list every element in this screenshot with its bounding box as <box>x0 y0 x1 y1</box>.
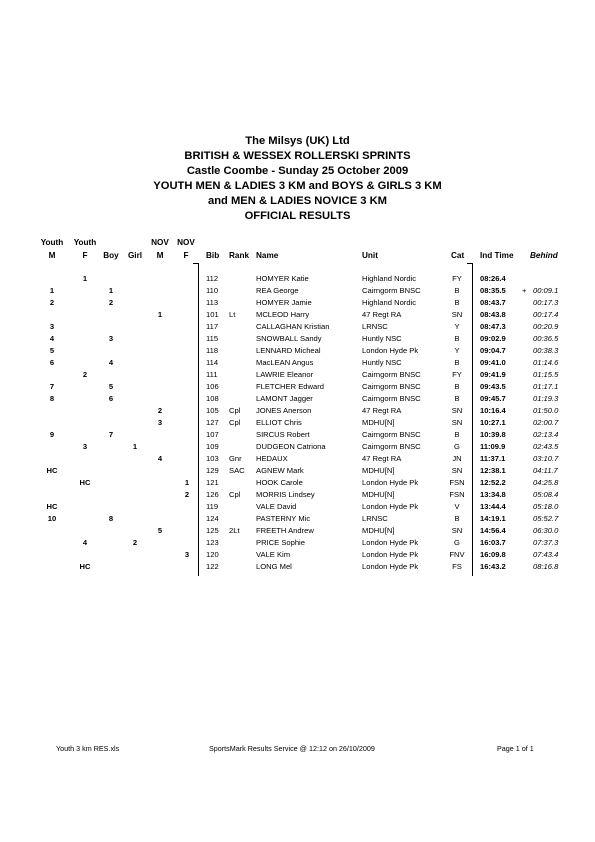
cell-unit: Huntly NSC <box>362 334 402 343</box>
cell-unit: Cairngorm BNSC <box>362 382 421 391</box>
cell-yf: HC <box>79 562 91 571</box>
cell-cat: FSN <box>449 478 465 487</box>
cell-behind: 01:50.0 <box>533 406 559 415</box>
cell-ym: 1 <box>49 286 55 295</box>
cell-cat: SN <box>451 466 463 475</box>
cell-bib: 125 <box>206 526 219 535</box>
cell-unit: 47 Regt RA <box>362 310 402 319</box>
cell-rank: Cpl <box>229 418 241 427</box>
cell-yf: 3 <box>82 442 88 451</box>
cell-unit: Cairngorm BNSC <box>362 394 421 403</box>
cell-boy: 8 <box>108 514 114 523</box>
cell-bib: 115 <box>206 334 219 343</box>
cell-bib: 129 <box>206 466 219 475</box>
cell-cat: JN <box>452 454 462 463</box>
cell-time: 10:39.8 <box>480 430 506 439</box>
cell-nf: 2 <box>184 490 190 499</box>
cell-unit: London Hyde Pk <box>362 502 419 511</box>
table-row <box>0 309 595 321</box>
cell-unit: MDHU[N] <box>362 418 395 427</box>
header-nov-f-top: NOV <box>177 238 195 247</box>
cell-cat: B <box>454 514 460 523</box>
cell-unit: 47 Regt RA <box>362 454 402 463</box>
cell-time: 09:04.7 <box>480 346 506 355</box>
cell-ym: 10 <box>47 514 57 523</box>
cell-unit: London Hyde Pk <box>362 346 419 355</box>
cell-cat: FY <box>452 370 462 379</box>
cell-bib: 110 <box>206 286 219 295</box>
header-rank: Rank <box>229 251 250 260</box>
cell-nf: 1 <box>184 478 190 487</box>
cell-name: MacLEAN Angus <box>256 358 314 367</box>
cell-girl: 2 <box>132 538 138 547</box>
cell-cat: FS <box>452 562 462 571</box>
cell-ym: 2 <box>49 298 55 307</box>
cell-time: 11:37.1 <box>480 454 506 463</box>
cell-bib: 119 <box>206 502 219 511</box>
cell-time: 09:45.7 <box>480 394 506 403</box>
cell-bib: 127 <box>206 418 219 427</box>
cell-bib: 114 <box>206 358 219 367</box>
cell-behind: 03:10.7 <box>533 454 559 463</box>
cell-time: 13:44.4 <box>480 502 506 511</box>
cell-bib: 112 <box>206 274 219 283</box>
header-boy: Boy <box>103 251 119 260</box>
cell-cat: SN <box>451 406 463 415</box>
header-nov-m-top: NOV <box>151 238 169 247</box>
cell-name: MORRIS Lindsey <box>256 490 315 499</box>
cell-bib: 107 <box>206 430 219 439</box>
cell-behind: 05:18.0 <box>533 502 559 511</box>
cell-cat: B <box>454 430 460 439</box>
cell-bib: 106 <box>206 382 219 391</box>
cell-name: CALLAGHAN Kristian <box>256 322 330 331</box>
header-behind: Behind <box>530 251 558 260</box>
cell-name: AGNEW Mark <box>256 466 304 475</box>
cell-yf: 2 <box>82 370 88 379</box>
table-row <box>0 417 595 429</box>
cell-name: HOOK Carole <box>256 478 303 487</box>
title-line: BRITISH & WESSEX ROLLERSKI SPRINTS <box>184 150 411 162</box>
cell-bib: 126 <box>206 490 219 499</box>
cell-time: 16:03.7 <box>480 538 506 547</box>
cell-unit: London Hyde Pk <box>362 478 419 487</box>
cell-behind: 08:16.8 <box>533 562 559 571</box>
table-row <box>0 285 595 297</box>
cell-name: VALE Kim <box>256 550 291 559</box>
cell-ym: 7 <box>49 382 55 391</box>
cell-unit: London Hyde Pk <box>362 538 419 547</box>
cell-behind: 00:09.1 <box>533 286 559 295</box>
cell-name: SIRCUS Robert <box>256 430 310 439</box>
title-line: and MEN & LADIES NOVICE 3 KM <box>207 195 388 207</box>
header-youth-m-bottom: M <box>48 251 56 260</box>
cell-name: LONG Mel <box>256 562 292 571</box>
cell-behind: 00:17.3 <box>533 298 559 307</box>
cell-behind: 02:13.4 <box>533 430 559 439</box>
cell-unit: MDHU[N] <box>362 466 395 475</box>
cell-time: 09:41.0 <box>480 358 506 367</box>
cell-bib: 123 <box>206 538 219 547</box>
cell-name: JONES Anerson <box>256 406 312 415</box>
cell-boy: 7 <box>108 430 114 439</box>
table-row <box>0 537 595 549</box>
cell-cat: SN <box>451 526 463 535</box>
cell-cat: V <box>454 502 460 511</box>
title-line: OFFICIAL RESULTS <box>244 210 351 222</box>
cell-time: 16:09.8 <box>480 550 506 559</box>
cell-ym: 3 <box>49 322 55 331</box>
cell-nm: 5 <box>157 526 163 535</box>
cell-unit: MDHU[N] <box>362 490 395 499</box>
cell-time: 12:38.1 <box>480 466 506 475</box>
cell-name: VALE David <box>256 502 297 511</box>
header-girl: Girl <box>127 251 143 260</box>
cell-time: 16:43.2 <box>480 562 506 571</box>
cell-cat: G <box>454 538 460 547</box>
cell-name: FREETH Andrew <box>256 526 314 535</box>
cell-behind: 01:14.6 <box>533 358 559 367</box>
cell-cat: G <box>454 442 460 451</box>
cell-unit: Cairngorm BNSC <box>362 370 421 379</box>
header-bib: Bib <box>206 251 220 260</box>
cell-rank: Cpl <box>229 490 241 499</box>
cell-bib: 124 <box>206 514 219 523</box>
cell-boy: 5 <box>108 382 114 391</box>
cell-boy: 1 <box>108 286 114 295</box>
cell-unit: Huntly NSC <box>362 358 402 367</box>
cell-rank: 2Lt <box>229 526 240 535</box>
cell-name: DUDGEON Catriona <box>256 442 326 451</box>
cell-behind: 00:36.5 <box>533 334 559 343</box>
cell-nm: 2 <box>157 406 163 415</box>
header-youth-f-top: Youth <box>73 238 97 247</box>
cell-unit: Highland Nordic <box>362 274 417 283</box>
cell-name: PRICE Sophie <box>256 538 305 547</box>
cell-yf: 1 <box>82 274 88 283</box>
cell-cat: FY <box>452 274 462 283</box>
cell-nm: 4 <box>157 454 163 463</box>
table-row <box>0 273 595 285</box>
cell-ym: 8 <box>49 394 55 403</box>
footer-service: SportsMark Results Service @ 12:12 on 26/10/2009 <box>209 744 375 753</box>
cell-time: 14:56.4 <box>480 526 506 535</box>
table-row <box>0 357 595 369</box>
cell-cat: B <box>454 394 460 403</box>
table-row <box>0 561 595 573</box>
cell-time: 09:43.5 <box>480 382 506 391</box>
cell-nf: 3 <box>184 550 190 559</box>
cell-behind: 00:38.3 <box>533 346 559 355</box>
cell-cat: SN <box>451 418 463 427</box>
cell-ym: 9 <box>49 430 55 439</box>
header-nov-m-bottom: M <box>156 251 164 260</box>
cell-cat: SN <box>451 310 463 319</box>
cell-unit: MDHU[N] <box>362 526 395 535</box>
cell-bib: 118 <box>206 346 219 355</box>
cell-time: 13:34.8 <box>480 490 506 499</box>
cell-behind: 07:37.3 <box>533 538 559 547</box>
cell-time: 14:19.1 <box>480 514 506 523</box>
cell-bib: 108 <box>206 394 219 403</box>
results-table <box>0 273 595 573</box>
table-row <box>0 501 595 513</box>
cell-name: LENNARD Micheal <box>256 346 321 355</box>
cell-behind: 04:11.7 <box>533 466 558 475</box>
header-cat: Cat <box>451 251 465 260</box>
cell-time: 08:47.3 <box>480 322 506 331</box>
header-name: Name <box>256 251 279 260</box>
cell-ym: HC <box>46 502 58 511</box>
cell-behind: 01:15.5 <box>533 370 559 379</box>
cell-bib: 122 <box>206 562 219 571</box>
cell-behind: 05:52.7 <box>533 514 559 523</box>
cell-bib: 101 <box>206 310 219 319</box>
cell-rank: Gnr <box>229 454 242 463</box>
cell-ym: HC <box>46 466 58 475</box>
cell-ym: 6 <box>49 358 55 367</box>
cell-time: 10:27.1 <box>480 418 506 427</box>
cell-behind: 00:20.9 <box>533 322 559 331</box>
cell-name: PASTERNY Mic <box>256 514 311 523</box>
cell-behind: 02:43.5 <box>533 442 559 451</box>
footer-page: Page 1 of 1 <box>497 744 534 753</box>
cell-boy: 6 <box>108 394 114 403</box>
cell-name: HEDAUX <box>256 454 288 463</box>
cell-behind: 04:25.8 <box>533 478 559 487</box>
table-row <box>0 489 595 501</box>
cell-bib: 109 <box>206 442 219 451</box>
cell-bib: 121 <box>206 478 219 487</box>
cell-ym: 4 <box>49 334 55 343</box>
cell-cat: B <box>454 298 460 307</box>
cell-name: FLETCHER Edward <box>256 382 324 391</box>
column-rule-cap <box>193 263 199 264</box>
title-line: Castle Coombe - Sunday 25 October 2009 <box>186 165 409 177</box>
table-row <box>0 513 595 525</box>
table-row <box>0 441 595 453</box>
column-rule-cap <box>467 263 473 264</box>
cell-bib: 120 <box>206 550 219 559</box>
header-ind-time: Ind Time <box>480 251 514 260</box>
table-row <box>0 297 595 309</box>
cell-unit: Cairngorm BNSC <box>362 430 421 439</box>
cell-yf: 4 <box>82 538 88 547</box>
table-row <box>0 369 595 381</box>
cell-name: MCLEOD Harry <box>256 310 310 319</box>
cell-unit: Cairngorm BNSC <box>362 442 421 451</box>
cell-rank: Cpl <box>229 406 241 415</box>
cell-behind: 02:00.7 <box>533 418 559 427</box>
cell-behind: 01:19.3 <box>533 394 559 403</box>
header-nov-f-bottom: F <box>183 251 189 260</box>
cell-behind: 00:17.4 <box>533 310 559 319</box>
cell-ym: 5 <box>49 346 55 355</box>
cell-bib: 105 <box>206 406 219 415</box>
cell-time: 09:02.9 <box>480 334 506 343</box>
cell-bib: 113 <box>206 298 219 307</box>
cell-unit: London Hyde Pk <box>362 550 419 559</box>
cell-bib: 103 <box>206 454 219 463</box>
title-line: YOUTH MEN & LADIES 3 KM and BOYS & GIRLS 3 KM <box>153 180 442 192</box>
cell-bib: 111 <box>206 370 218 379</box>
header-youth-f-bottom: F <box>82 251 88 260</box>
cell-name: SNOWBALL Sandy <box>256 334 322 343</box>
cell-cat: B <box>454 286 460 295</box>
table-row <box>0 345 595 357</box>
table-row <box>0 525 595 537</box>
cell-boy: 4 <box>108 358 114 367</box>
cell-cat: B <box>454 334 460 343</box>
cell-rank: Lt <box>229 310 236 319</box>
title-block <box>0 134 595 224</box>
table-row <box>0 465 595 477</box>
cell-name: REA George <box>256 286 299 295</box>
table-row <box>0 333 595 345</box>
cell-cat: B <box>454 358 460 367</box>
cell-time: 08:43.8 <box>480 310 506 319</box>
cell-behind: 05:08.4 <box>533 490 559 499</box>
cell-yf: HC <box>79 478 91 487</box>
cell-cat: B <box>454 382 460 391</box>
cell-girl: 1 <box>132 442 138 451</box>
cell-unit: LRNSC <box>362 322 388 331</box>
table-row <box>0 381 595 393</box>
table-row <box>0 321 595 333</box>
cell-bib: 117 <box>206 322 219 331</box>
table-row <box>0 453 595 465</box>
title-line: The Milsys (UK) Ltd <box>245 135 350 147</box>
cell-unit: 47 Regt RA <box>362 406 402 415</box>
cell-unit: London Hyde Pk <box>362 562 419 571</box>
cell-nm: 1 <box>157 310 163 319</box>
cell-name: HOMYER Jamie <box>256 298 312 307</box>
cell-cat: FNV <box>449 550 465 559</box>
cell-behind: 06:30.0 <box>533 526 559 535</box>
cell-cat: Y <box>454 346 460 355</box>
cell-rank: SAC <box>229 466 245 475</box>
cell-cat: Y <box>454 322 460 331</box>
cell-nm: 3 <box>157 418 163 427</box>
cell-unit: Cairngorm BNSC <box>362 286 421 295</box>
cell-time: 10:16.4 <box>480 406 506 415</box>
header-youth-m-top: Youth <box>40 238 64 247</box>
cell-behind: 07:43.4 <box>533 550 559 559</box>
cell-behind: 01:17.1 <box>533 382 559 391</box>
cell-time: 11:09.9 <box>480 442 506 451</box>
table-row <box>0 393 595 405</box>
cell-time: 12:52.2 <box>480 478 506 487</box>
cell-unit: LRNSC <box>362 514 388 523</box>
table-row <box>0 477 595 489</box>
cell-name: HOMYER Katie <box>256 274 309 283</box>
table-row <box>0 429 595 441</box>
table-row <box>0 405 595 417</box>
cell-cat: FSN <box>449 490 465 499</box>
cell-name: LAWRIE Eleanor <box>256 370 314 379</box>
cell-time: 09:41.9 <box>480 370 506 379</box>
cell-plus: + <box>522 286 527 295</box>
header-unit: Unit <box>362 251 378 260</box>
cell-time: 08:26.4 <box>480 274 506 283</box>
cell-boy: 2 <box>108 298 114 307</box>
cell-name: LAMONT Jagger <box>256 394 313 403</box>
cell-time: 08:43.7 <box>480 298 506 307</box>
footer-filename: Youth 3 km RES.xls <box>56 744 120 753</box>
table-row <box>0 549 595 561</box>
cell-time: 08:35.5 <box>480 286 506 295</box>
cell-name: ELLIOT Chris <box>256 418 302 427</box>
cell-boy: 3 <box>108 334 114 343</box>
cell-unit: Highland Nordic <box>362 298 417 307</box>
